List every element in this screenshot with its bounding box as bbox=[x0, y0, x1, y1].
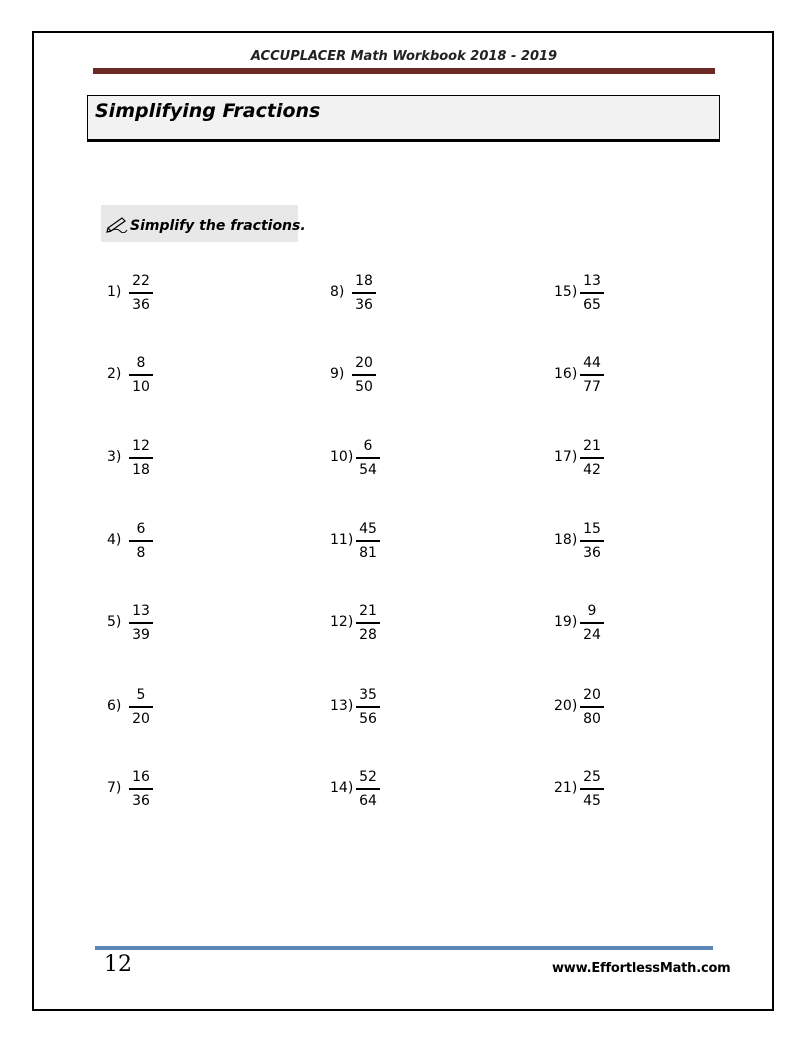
fraction-bar bbox=[580, 706, 604, 708]
fraction-numerator: 12 bbox=[132, 438, 150, 454]
fraction-denominator: 64 bbox=[359, 793, 377, 809]
fraction bbox=[580, 520, 604, 562]
fraction-denominator: 36 bbox=[355, 297, 373, 313]
fraction-denominator: 77 bbox=[583, 379, 601, 395]
fraction-denominator: 81 bbox=[359, 545, 377, 561]
pencil-icon bbox=[106, 215, 128, 233]
fraction-denominator: 65 bbox=[583, 297, 601, 313]
problem-number: 12) bbox=[330, 614, 354, 630]
fraction-numerator: 25 bbox=[583, 769, 601, 785]
fraction bbox=[352, 272, 376, 314]
fraction bbox=[129, 437, 153, 479]
fraction bbox=[129, 354, 153, 396]
fraction-denominator: 56 bbox=[359, 711, 377, 727]
fraction-numerator: 52 bbox=[359, 769, 377, 785]
problem-number: 10) bbox=[330, 449, 354, 465]
fraction-numerator: 8 bbox=[136, 355, 146, 371]
fraction-denominator: 8 bbox=[136, 545, 146, 561]
fraction-denominator: 36 bbox=[132, 297, 150, 313]
fraction-denominator: 80 bbox=[583, 711, 601, 727]
website-text: www.EffortlessMath.com bbox=[552, 961, 731, 976]
fraction-numerator: 44 bbox=[583, 355, 601, 371]
problem-number: 14) bbox=[330, 780, 354, 796]
fraction-bar bbox=[580, 788, 604, 790]
problem-number: 21) bbox=[554, 780, 578, 796]
fraction bbox=[129, 520, 153, 562]
fraction-numerator: 13 bbox=[583, 273, 601, 289]
fraction-numerator: 21 bbox=[359, 603, 377, 619]
fraction-denominator: 20 bbox=[132, 711, 150, 727]
fraction-numerator: 6 bbox=[136, 521, 146, 537]
problem-number: 13) bbox=[330, 698, 354, 714]
fraction-denominator: 50 bbox=[355, 379, 373, 395]
fraction bbox=[356, 437, 380, 479]
fraction bbox=[580, 354, 604, 396]
fraction-numerator: 5 bbox=[136, 687, 146, 703]
fraction bbox=[352, 354, 376, 396]
fraction-bar bbox=[129, 457, 153, 459]
section-title: Simplifying Fractions bbox=[95, 100, 321, 122]
problem-number: 5) bbox=[107, 614, 122, 630]
fraction bbox=[129, 602, 153, 644]
fraction-bar bbox=[129, 374, 153, 376]
fraction-bar bbox=[580, 292, 604, 294]
footer-rule bbox=[95, 946, 713, 950]
problem-number: 6) bbox=[107, 698, 122, 714]
fraction bbox=[580, 272, 604, 314]
fraction-bar bbox=[580, 457, 604, 459]
fraction-bar bbox=[129, 622, 153, 624]
fraction bbox=[129, 272, 153, 314]
fraction-numerator: 45 bbox=[359, 521, 377, 537]
problem-number: 4) bbox=[107, 532, 122, 548]
instruction-text: Simplify the fractions. bbox=[130, 218, 306, 234]
page-number: 12 bbox=[104, 952, 132, 977]
header-title: ACCUPLACER Math Workbook 2018 - 2019 bbox=[250, 49, 558, 64]
problem-number: 11) bbox=[330, 532, 354, 548]
fraction-numerator: 21 bbox=[583, 438, 601, 454]
fraction-bar bbox=[356, 706, 380, 708]
fraction bbox=[580, 602, 604, 644]
fraction-numerator: 20 bbox=[583, 687, 601, 703]
problem-number: 1) bbox=[107, 284, 122, 300]
fraction bbox=[356, 602, 380, 644]
fraction-bar bbox=[580, 540, 604, 542]
fraction bbox=[356, 520, 380, 562]
fraction-bar bbox=[129, 292, 153, 294]
fraction-bar bbox=[129, 788, 153, 790]
fraction bbox=[129, 686, 153, 728]
fraction-denominator: 28 bbox=[359, 627, 377, 643]
fraction-bar bbox=[352, 374, 376, 376]
problem-number: 7) bbox=[107, 780, 122, 796]
fraction-denominator: 24 bbox=[583, 627, 601, 643]
fraction bbox=[580, 768, 604, 810]
fraction-numerator: 9 bbox=[587, 603, 597, 619]
fraction bbox=[356, 768, 380, 810]
fraction bbox=[580, 437, 604, 479]
fraction-denominator: 36 bbox=[132, 793, 150, 809]
fraction-denominator: 18 bbox=[132, 462, 150, 478]
fraction-bar bbox=[356, 457, 380, 459]
problem-number: 20) bbox=[554, 698, 578, 714]
fraction-bar bbox=[129, 540, 153, 542]
problem-number: 9) bbox=[330, 366, 345, 382]
fraction-numerator: 16 bbox=[132, 769, 150, 785]
fraction-bar bbox=[356, 622, 380, 624]
fraction-numerator: 18 bbox=[355, 273, 373, 289]
problem-number: 17) bbox=[554, 449, 578, 465]
problem-number: 3) bbox=[107, 449, 122, 465]
fraction-bar bbox=[352, 292, 376, 294]
fraction-numerator: 6 bbox=[363, 438, 373, 454]
fraction-denominator: 10 bbox=[132, 379, 150, 395]
fraction-bar bbox=[129, 706, 153, 708]
fraction-denominator: 45 bbox=[583, 793, 601, 809]
fraction-numerator: 20 bbox=[355, 355, 373, 371]
fraction-denominator: 39 bbox=[132, 627, 150, 643]
fraction-numerator: 13 bbox=[132, 603, 150, 619]
instruction-box bbox=[101, 205, 306, 242]
fraction-denominator: 36 bbox=[583, 545, 601, 561]
problem-number: 16) bbox=[554, 366, 578, 382]
problem-number: 18) bbox=[554, 532, 578, 548]
fraction-bar bbox=[356, 788, 380, 790]
fraction-bar bbox=[580, 374, 604, 376]
problem-number: 15) bbox=[554, 284, 578, 300]
fraction-denominator: 54 bbox=[359, 462, 377, 478]
fraction bbox=[356, 686, 380, 728]
section-title-box bbox=[87, 95, 720, 142]
problem-number: 19) bbox=[554, 614, 578, 630]
fraction-numerator: 15 bbox=[583, 521, 601, 537]
fraction-bar bbox=[356, 540, 380, 542]
header-rule bbox=[93, 68, 715, 74]
problem-number: 2) bbox=[107, 366, 122, 382]
fraction-numerator: 22 bbox=[132, 273, 150, 289]
fraction-bar bbox=[580, 622, 604, 624]
fraction-numerator: 35 bbox=[359, 687, 377, 703]
fraction bbox=[580, 686, 604, 728]
fraction bbox=[129, 768, 153, 810]
fraction-denominator: 42 bbox=[583, 462, 601, 478]
problem-number: 8) bbox=[330, 284, 345, 300]
